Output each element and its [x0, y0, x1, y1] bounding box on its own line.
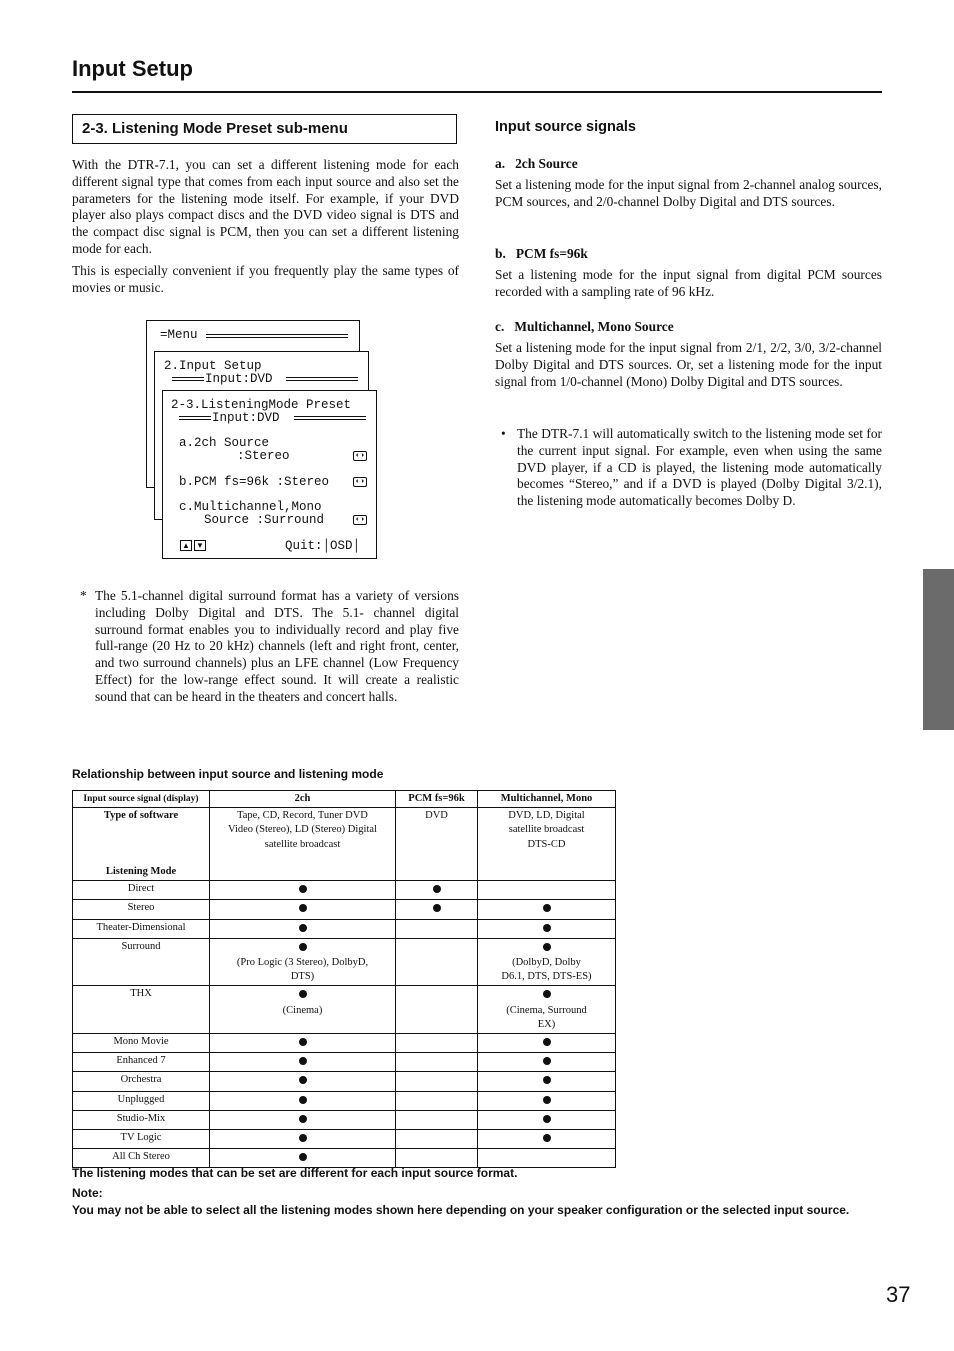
cell-pcm — [396, 1034, 478, 1053]
osd-level3-rule-left — [179, 416, 211, 420]
mode-name: Orchestra — [73, 1072, 210, 1091]
software-label-cell — [73, 808, 210, 881]
osd-level2-input: Input:DVD — [205, 372, 273, 386]
cell-2ch — [210, 881, 396, 900]
side-tab — [923, 569, 954, 730]
mode-name: TV Logic — [73, 1130, 210, 1149]
table-software-row — [73, 808, 616, 881]
osd-level2-title: 2.Input Setup — [164, 359, 262, 373]
cell-pcm — [396, 1072, 478, 1091]
osd-menu-label: =Menu — [160, 328, 198, 342]
subheading-multichannel: c. Multichannel, Mono Source — [495, 319, 674, 334]
mode-name: Unplugged — [73, 1091, 210, 1110]
cell-2ch — [210, 1091, 396, 1110]
cell-2ch — [210, 919, 396, 938]
mode-name: Surround — [73, 938, 210, 986]
header-multichannel: Multichannel, Mono — [478, 791, 616, 808]
osd-level3-rule-right — [294, 416, 366, 420]
filled-circle-icon — [299, 1096, 307, 1104]
osd-item-a-label: a.2ch Source — [179, 436, 270, 450]
cell-multichannel — [478, 1034, 616, 1053]
table-row — [73, 1072, 616, 1091]
filled-circle-icon — [299, 990, 307, 998]
cell-2ch — [210, 1110, 396, 1129]
bullet-text: The DTR-7.1 will automatically switch to the listening mode set for the current input signal. For example, even when using the same DVD player, if a CD is played, the listening mode automatically becomes “Stereo,” and if a DVD is played (Dolby Digital 3/2.1), the listening mode automatically becomes Dolby D. — [517, 426, 882, 509]
note-label: Note: — [72, 1186, 103, 1200]
osd-item-b: b.PCM fs=96k :Stereo — [179, 475, 330, 489]
table-heading: Relationship between input source and listening mode — [72, 767, 384, 781]
cell-pcm — [396, 1130, 478, 1149]
software-multichannel: DVD, LD, Digital satellite broadcast DTS-CD — [478, 808, 616, 881]
cell-multichannel — [478, 881, 616, 900]
mode-name: Theater-Dimensional — [73, 919, 210, 938]
mode-name: Enhanced 7 — [73, 1053, 210, 1072]
mode-note: (Cinema) — [282, 1004, 323, 1016]
table-row — [73, 919, 616, 938]
cd-icon: ◐◑ — [353, 515, 367, 525]
up-arrow-icon: ▲ — [180, 540, 192, 551]
table-row — [73, 1110, 616, 1129]
cell-2ch — [210, 1053, 396, 1072]
bullet-marker: • — [501, 426, 506, 441]
filled-circle-icon — [543, 1134, 551, 1142]
note-text: You may not be able to select all the listening modes shown here depending on your speaker configuration or the selected input source. — [72, 1203, 850, 1217]
cell-pcm — [396, 1053, 478, 1072]
filled-circle-icon — [543, 904, 551, 912]
mode-name: Direct — [73, 881, 210, 900]
down-arrow-icon: ▼ — [194, 540, 206, 551]
page-title: Input Setup — [72, 56, 193, 81]
cell-multichannel — [478, 900, 616, 919]
cell-pcm — [396, 1091, 478, 1110]
cell-multichannel — [478, 919, 616, 938]
filled-circle-icon — [299, 1076, 307, 1084]
osd-level2-rule-right — [286, 377, 358, 381]
table-row — [73, 1053, 616, 1072]
subheading-2ch-source: a. 2ch Source — [495, 156, 578, 171]
filled-circle-icon — [543, 943, 551, 951]
filled-circle-icon — [299, 1134, 307, 1142]
subheading-pcm-96k: b. PCM fs=96k — [495, 246, 588, 261]
listening-mode-table — [72, 790, 616, 1168]
osd-level3-title: 2-3.ListeningMode Preset — [171, 398, 352, 412]
filled-circle-icon — [299, 924, 307, 932]
intro-paragraph-1: With the DTR-7.1, you can set a different listening mode for each different signal type that comes from each input source and also set the parameters for the listening mode itself. For example, if your DVD player also plays compact discs and the DVD video signal is DTS and the compact disc signal is PCM, then you can set a different listening mode for each. — [72, 157, 459, 256]
cell-pcm — [396, 900, 478, 919]
text-2ch-source: Set a listening mode for the input signal from 2-channel analog sources, PCM sources, and 2/0-channel Dolby Digital and DTS sources. — [495, 177, 882, 209]
cell-pcm — [396, 986, 478, 1034]
header-pcm: PCM fs=96k — [396, 791, 478, 808]
header-input-source: Input source signal (display) — [73, 791, 210, 808]
osd-level3-input: Input:DVD — [212, 411, 280, 425]
filled-circle-icon — [543, 1096, 551, 1104]
listening-mode-label: Listening Mode — [105, 866, 177, 877]
table-row — [73, 986, 616, 1034]
filled-circle-icon — [543, 1057, 551, 1065]
cell-2ch — [210, 900, 396, 919]
osd-menu-diagram — [146, 320, 378, 560]
table-row — [73, 900, 616, 919]
table-row — [73, 1034, 616, 1053]
cell-2ch — [210, 1130, 396, 1149]
intro-paragraph-2: This is especially convenient if you frequently play the same types of movies or music. — [72, 263, 459, 295]
filled-circle-icon — [299, 943, 307, 951]
cell-multichannel — [478, 1072, 616, 1091]
type-of-software-label: Type of software — [103, 810, 179, 822]
table-row — [73, 1130, 616, 1149]
table-row — [73, 881, 616, 900]
table-row — [73, 1091, 616, 1110]
mode-note: (Cinema, Surround EX) — [506, 1004, 587, 1030]
osd-item-a-value: :Stereo — [237, 449, 290, 463]
mode-note: (DolbyD, Dolby D6.1, DTS, DTS-ES) — [501, 957, 592, 983]
filled-circle-icon — [543, 1038, 551, 1046]
title-rule — [72, 91, 882, 93]
osd-level2-rule-left — [172, 377, 204, 381]
mode-note: (Pro Logic (3 Stereo), DolbyD, DTS) — [236, 957, 369, 983]
filled-circle-icon — [299, 1057, 307, 1065]
filled-circle-icon — [543, 990, 551, 998]
text-pcm-96k: Set a listening mode for the input signal from digital PCM sources recorded with a sampling rate of 96 kHz. — [495, 267, 882, 299]
mode-name: Mono Movie — [73, 1034, 210, 1053]
mode-name: THX — [73, 986, 210, 1034]
cell-multichannel — [478, 1091, 616, 1110]
filled-circle-icon — [543, 924, 551, 932]
cell-multichannel — [478, 1130, 616, 1149]
input-source-signals-heading: Input source signals — [495, 119, 636, 135]
cell-multichannel — [478, 938, 616, 986]
text-multichannel: Set a listening mode for the input signal from 2/1, 2/2, 3/0, 3/2-channel Dolby Digital and DTS sources. Or, set a listening mode for the input signal from 1/0-channel (Mono) Dolby Digital and DTS sources. — [495, 340, 882, 389]
cell-2ch — [210, 1072, 396, 1091]
cell-pcm — [396, 881, 478, 900]
filled-circle-icon — [543, 1115, 551, 1123]
mode-name: Studio-Mix — [73, 1110, 210, 1129]
mode-name: All Ch Stereo — [73, 1149, 210, 1168]
cd-icon: ◐◑ — [353, 451, 367, 461]
software-2ch: Tape, CD, Record, Tuner DVD Video (Stereo), LD (Stereo) Digital satellite broadcast — [210, 808, 396, 881]
filled-circle-icon — [299, 1153, 307, 1161]
osd-quit-label: Quit:│OSD│ — [285, 539, 361, 553]
filled-circle-icon — [299, 885, 307, 893]
osd-menu-rule — [206, 334, 348, 338]
filled-circle-icon — [299, 1115, 307, 1123]
filled-circle-icon — [299, 1038, 307, 1046]
cell-2ch — [210, 1034, 396, 1053]
software-pcm: DVD — [396, 808, 478, 881]
footnote-text: The 5.1-channel digital surround format has a variety of versions including Dolby Digital and DTS. The 5.1- channel digital surround format enables you to individually record and play five full-range (20 Hz to 20 kHz) channels (left and right front, center, and two surround channels) plus an LFE channel (Low Frequency Effect) for the low-range effect sound. It will create a realistic sound that can be heard in the theaters and concert halls. — [95, 588, 459, 704]
cell-multichannel — [478, 986, 616, 1034]
osd-item-c-value: Source :Surround — [204, 513, 325, 527]
cd-icon: ◐◑ — [353, 477, 367, 487]
filled-circle-icon — [299, 904, 307, 912]
filled-circle-icon — [543, 1076, 551, 1084]
cell-pcm — [396, 919, 478, 938]
section-title: 2-3. Listening Mode Preset sub-menu — [82, 120, 348, 137]
cell-2ch — [210, 986, 396, 1034]
cell-2ch — [210, 938, 396, 986]
mode-name: Stereo — [73, 900, 210, 919]
cell-pcm — [396, 1110, 478, 1129]
cell-pcm — [396, 938, 478, 986]
page-number: 37 — [886, 1282, 911, 1307]
footnote-marker: * — [80, 588, 87, 603]
table-row — [73, 938, 616, 986]
table-header-row — [73, 791, 616, 808]
note-line-1: The listening modes that can be set are different for each input source format. — [72, 1166, 518, 1180]
header-2ch: 2ch — [210, 791, 396, 808]
filled-circle-icon — [433, 885, 441, 893]
cell-multichannel — [478, 1053, 616, 1072]
cell-multichannel — [478, 1110, 616, 1129]
osd-item-c-label: c.Multichannel,Mono — [179, 500, 322, 514]
mode-rows — [73, 881, 616, 1168]
filled-circle-icon — [433, 904, 441, 912]
